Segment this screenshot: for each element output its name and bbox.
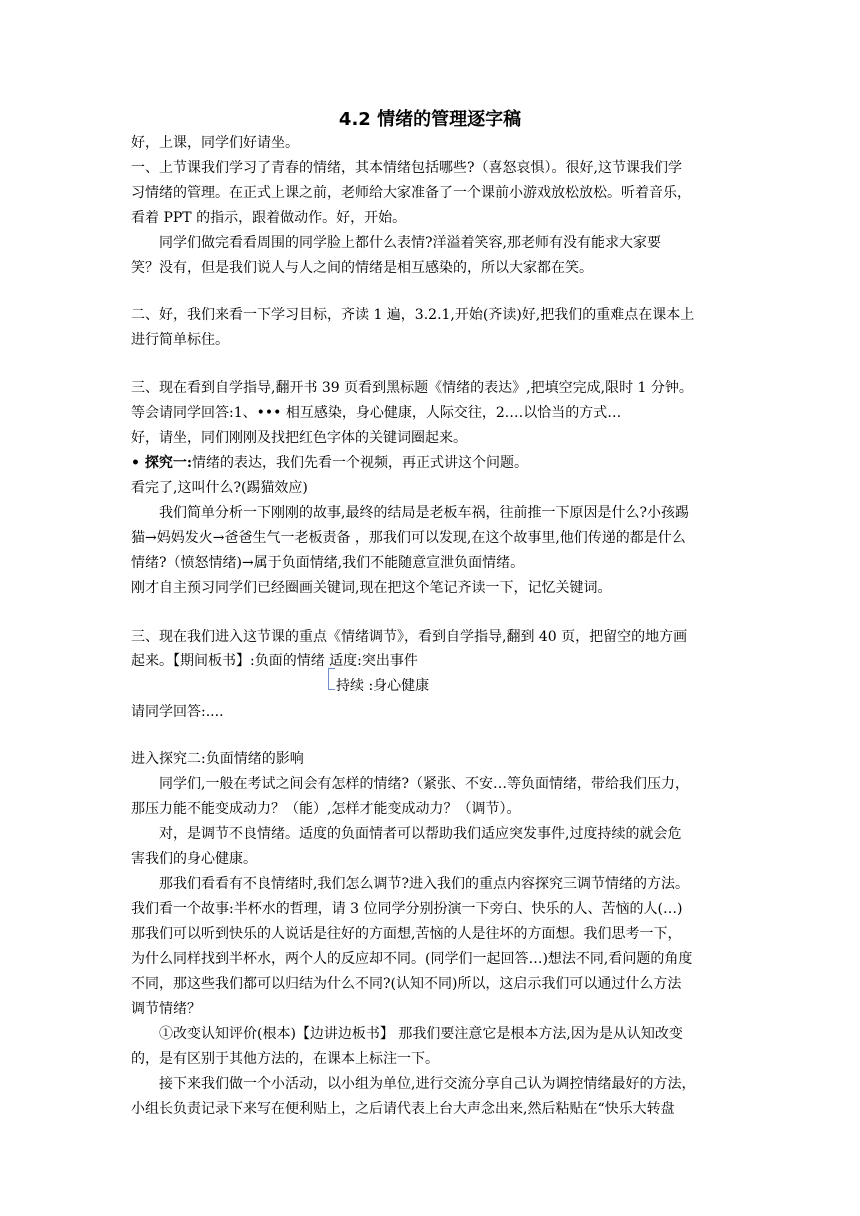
paragraph-line: 接下来我们做一个小活动，以小组为单位,进行交流分享自己认为调控情绪最好的方法， <box>159 1076 696 1092</box>
paragraph-line: 二、好，我们来看一下学习目标，齐读 1 遍，3.2.1,开始(齐读)好,把我们的重难点在课本上 <box>131 307 695 323</box>
paragraph-line: 起来。【期间板书】:负面的情绪 适度:突出事件 <box>131 653 418 669</box>
paragraph-line: 那压力能不能变成动力？（能）,怎样才能变成动力？（调节）。 <box>131 801 521 817</box>
document-title: 4.2 情绪的管理逐字稿 <box>338 109 522 130</box>
inquiry-one-text: 情绪的表达，我们先看一个视频，再正式讲这个问题。 <box>192 455 528 471</box>
paragraph-line: 同学们做完看看周围的同学脸上都什么表情?洋溢着笑容,那老师有没有能求大家要 <box>159 235 661 251</box>
paragraph-line: 我们看一个故事:半杯水的哲理，请 3 位同学分别扮演一下旁白、快乐的人、苦恼的人(…) <box>131 901 683 917</box>
paragraph-line: 进行简单标住。 <box>131 332 229 348</box>
paragraph-line: ①改变认知评价(根本)【边讲边板书】 那我们要注意它是根本方法,因为是从认知改变 <box>159 1026 683 1042</box>
paragraph-line: 一、上节课我们学习了青春的情绪，其本情绪包括哪些?（喜怒哀惧）。很好,这节课我们学 <box>131 160 682 176</box>
paragraph-line: 我们简单分析一下刚刚的故事,最终的结局是老板车祸，往前推一下原因是什么?小孩踢 <box>159 505 689 521</box>
paragraph-line: 请同学回答:.... <box>131 704 224 720</box>
inquiry-one-label: • 探究一: <box>131 455 192 471</box>
paragraph-line: 持续 :身心健康 <box>336 678 430 694</box>
paragraph-line: 刚才自主预习同学们已经圈画关键词,现在把这个笔记齐读一下，记忆关键词。 <box>131 580 612 596</box>
paragraph-line <box>131 453 528 473</box>
paragraph-line: 情绪?（愤怒情绪)→属于负面情绪,我们不能随意宣泄负面情绪。 <box>131 555 525 571</box>
paragraph-line: 三、现在看到自学指导,翻开书 39 页看到黑标题《情绪的表达》,把填空完成,限时 1 分钟。 <box>131 380 693 396</box>
paragraph-line: 的，是有区别于其他方法的，在课本上标注一下。 <box>131 1051 439 1067</box>
paragraph-line: 习情绪的管理。在正式上课之前，老师给大家准备了一个课前小游戏放松放松。听着音乐， <box>131 185 691 201</box>
paragraph-line: 进入探究二:负面情绪的影响 <box>131 751 304 767</box>
paragraph-line: 调节情绪？ <box>131 1001 201 1017</box>
paragraph-line: 看着 PPT 的指示，跟着做动作。好，开始。 <box>131 210 407 226</box>
paragraph-line: 害我们的身心健康。 <box>131 851 257 867</box>
paragraph-line: 等会请同学回答:1、••• 相互感染，身心健康，人际交往，2.…以恰当的方式… <box>131 405 622 421</box>
paragraph-line: 三、现在我们进入这节课的重点《情绪调节》，看到自学指导,翻到 40 页，把留空的地方画 <box>131 629 688 645</box>
paragraph-line: 猫→妈妈发火→爸爸生气一老板责备 ，那我们可以发现,在这个故事里,他们传递的都是什么 <box>131 530 686 546</box>
paragraph-line: 好，上课，同学们好请坐。 <box>131 135 299 151</box>
paragraph-line: 不同，那这些我们都可以归结为什么不同?(认知不同)所以，这启示我们可以通过什么方法 <box>131 976 682 992</box>
paragraph-line: 同学们,一般在考试之间会有怎样的情绪?（紧张、不安…等负面情绪，带给我们压力， <box>159 776 689 792</box>
board-bracket <box>328 668 335 690</box>
paragraph-line: 小组长负责记录下来写在便利贴上，之后请代表上台大声念出来,然后粘贴在“快乐大转盘 <box>131 1101 675 1117</box>
paragraph-line: 笑？没有，但是我们说人与人之间的情绪是相互感染的，所以大家都在笑。 <box>131 260 593 276</box>
paragraph-line: 看完了,这叫什么?(踢猫效应) <box>131 480 308 496</box>
paragraph-line: 对，是调节不良情绪。适度的负面情者可以帮助我们适应突发事件,过度持续的就会危 <box>159 826 682 842</box>
paragraph-line: 好，请坐，同们刚刚及找把红色字体的关键词圈起来。 <box>131 430 467 446</box>
paragraph-line: 为什么同样找到半杯水，两个人的反应却不同。(同学们一起回答…)想法不同,看问题的角度 <box>131 951 693 967</box>
paragraph-line: 那我们看看有不良情绪时,我们怎么调节?进入我们的重点内容探究三调节情绪的方法。 <box>159 876 689 892</box>
paragraph-line: 那我们可以听到快乐的人说话是往好的方面想,苦恼的人是往坏的方面想。我们思考一下， <box>131 926 682 942</box>
